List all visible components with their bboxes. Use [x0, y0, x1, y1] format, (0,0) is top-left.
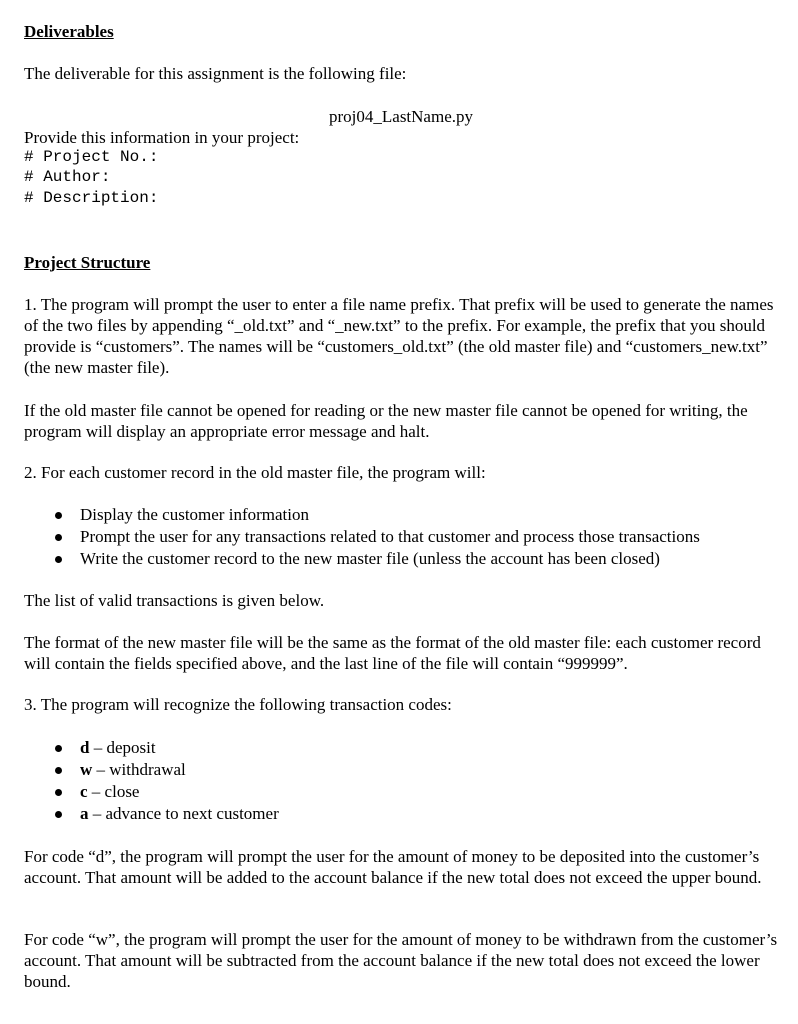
- list-item: d – deposit: [24, 737, 764, 759]
- deliverable-filename: proj04_LastName.py: [329, 107, 473, 126]
- transaction-code: w: [80, 760, 93, 779]
- structure-paragraph-5: The format of the new master file will be the same as the format of the old master file: each customer record will contain the fields specified above, and the last line of the file will contain “999999”.: [24, 633, 761, 673]
- project-structure-heading: Project Structure: [24, 253, 151, 272]
- transaction-code: d: [80, 738, 90, 757]
- bullet-icon: [55, 767, 62, 774]
- bullet-icon: [55, 556, 62, 563]
- bullet-icon: [55, 534, 62, 541]
- withdraw-paragraph: For code “w”, the program will prompt the user for the amount of money to be withdrawn from the customer’s account. That amount will be subtracted from the account balance if the new total does not exceed the lower bound.: [24, 930, 778, 991]
- header-line-author: # Author:: [24, 168, 111, 186]
- structure-paragraph-1: 1. The program will prompt the user to enter a file name prefix. That prefix will be used to generate the names of the two files by appending “_old.txt” and “_new.txt” to the prefix. For example, the prefix that you should provide is “customers”. The names will be “customers_old.txt” (the old master file) and “customers_new.txt” (the new master file).: [24, 295, 774, 377]
- structure-paragraph-2: If the old master file cannot be opened for reading or the new master file cannot be opened for writing, the program will display an appropriate error message and halt.: [24, 401, 748, 441]
- bullet-icon: [55, 789, 62, 796]
- bullet-icon: [55, 512, 62, 519]
- list-item: Display the customer information: [24, 504, 764, 526]
- deliverables-heading: Deliverables: [24, 22, 114, 41]
- provide-info-text: Provide this information in your project:: [24, 128, 300, 147]
- list-item: w – withdrawal: [24, 759, 764, 781]
- structure-paragraph-6: 3. The program will recognize the following transaction codes:: [24, 695, 452, 714]
- list-item: Prompt the user for any transactions related to that customer and process those transactions: [24, 526, 764, 548]
- list-item: c – close: [24, 781, 764, 803]
- bullet-icon: [55, 811, 62, 818]
- header-line-project: # Project No.:: [24, 148, 159, 166]
- transaction-code: c: [80, 782, 88, 801]
- list-item: Write the customer record to the new master file (unless the account has been closed): [24, 548, 764, 570]
- bullet-icon: [55, 745, 62, 752]
- list-item: a – advance to next customer: [24, 803, 764, 825]
- structure-paragraph-4: The list of valid transactions is given below.: [24, 591, 325, 610]
- deliverables-intro: The deliverable for this assignment is the following file:: [24, 64, 407, 83]
- transaction-codes-list: [24, 737, 764, 825]
- transaction-code: a: [80, 804, 89, 823]
- structure-paragraph-3: 2. For each customer record in the old master file, the program will:: [24, 463, 486, 482]
- deposit-paragraph: For code “d”, the program will prompt the user for the amount of money to be deposited into the customer’s account. That amount will be added to the account balance if the new total does not exceed the upper bound.: [24, 847, 762, 887]
- header-line-description: # Description:: [24, 189, 159, 207]
- customer-steps-list: [24, 504, 764, 570]
